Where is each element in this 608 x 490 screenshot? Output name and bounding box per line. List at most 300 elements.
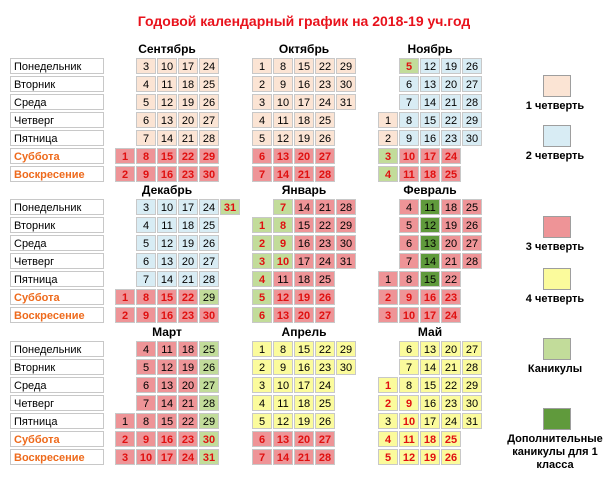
day-cell: 10 xyxy=(399,307,419,323)
day-cell: 13 xyxy=(420,341,440,357)
legend-label: 2 четверть xyxy=(525,150,585,162)
day-cell: 2 xyxy=(115,431,135,447)
day-cell: 16 xyxy=(157,166,177,182)
month-title: Март xyxy=(152,325,182,339)
day-cell: 3 xyxy=(136,199,156,215)
day-cell: 26 xyxy=(462,217,482,233)
day-cell: 29 xyxy=(199,413,219,429)
day-cell: 22 xyxy=(178,413,198,429)
day-cell: 25 xyxy=(441,166,461,182)
day-cell: 9 xyxy=(399,395,419,411)
day-cell: 13 xyxy=(157,112,177,128)
day-cell: 10 xyxy=(157,58,177,74)
day-cell: 19 xyxy=(178,359,198,375)
day-cell: 22 xyxy=(315,217,335,233)
day-cell: 20 xyxy=(178,253,198,269)
day-cell: 22 xyxy=(178,148,198,164)
day-cell: 24 xyxy=(315,253,335,269)
day-cell: 17 xyxy=(294,253,314,269)
day-cell: 14 xyxy=(157,271,177,287)
weekday-label: Четверг xyxy=(10,395,104,411)
day-cell: 18 xyxy=(294,271,314,287)
day-cell: 13 xyxy=(273,307,293,323)
legend-label: 1 четверть xyxy=(525,100,585,112)
day-cell: 27 xyxy=(315,431,335,447)
day-cell: 28 xyxy=(462,94,482,110)
day-cell: 16 xyxy=(420,289,440,305)
day-cell: 18 xyxy=(178,76,198,92)
day-cell: 5 xyxy=(378,449,398,465)
day-cell: 7 xyxy=(399,253,419,269)
day-cell: 3 xyxy=(378,148,398,164)
day-cell: 12 xyxy=(399,449,419,465)
day-cell: 21 xyxy=(294,166,314,182)
day-cell: 5 xyxy=(399,217,419,233)
day-cell: 15 xyxy=(294,217,314,233)
day-cell: 11 xyxy=(157,341,177,357)
weekday-label: Суббота xyxy=(10,431,104,447)
day-cell: 16 xyxy=(157,431,177,447)
day-cell: 10 xyxy=(399,148,419,164)
weekday-label: Понедельник xyxy=(10,199,104,215)
day-cell: 19 xyxy=(294,130,314,146)
day-cell: 10 xyxy=(157,199,177,215)
day-cell: 30 xyxy=(199,431,219,447)
day-cell: 9 xyxy=(273,359,293,375)
day-cell: 11 xyxy=(273,395,293,411)
day-cell: 18 xyxy=(178,217,198,233)
day-cell: 30 xyxy=(336,359,356,375)
day-cell: 20 xyxy=(294,148,314,164)
day-cell: 2 xyxy=(378,395,398,411)
day-cell: 6 xyxy=(399,235,419,251)
day-cell: 18 xyxy=(294,112,314,128)
day-cell: 17 xyxy=(420,307,440,323)
day-cell: 3 xyxy=(252,377,272,393)
day-cell: 29 xyxy=(199,148,219,164)
day-cell: 19 xyxy=(294,413,314,429)
day-cell: 11 xyxy=(273,271,293,287)
day-cell: 25 xyxy=(315,271,335,287)
day-cell: 11 xyxy=(273,112,293,128)
day-cell: 15 xyxy=(420,377,440,393)
month-title: Сентябрь xyxy=(138,42,196,56)
day-cell: 29 xyxy=(336,58,356,74)
day-cell: 30 xyxy=(336,76,356,92)
day-cell: 25 xyxy=(199,76,219,92)
day-cell: 14 xyxy=(273,449,293,465)
day-cell: 11 xyxy=(157,217,177,233)
day-cell: 16 xyxy=(294,76,314,92)
day-cell: 3 xyxy=(115,449,135,465)
day-cell: 1 xyxy=(115,289,135,305)
day-cell: 31 xyxy=(462,413,482,429)
day-cell: 27 xyxy=(315,307,335,323)
weekday-label: Вторник xyxy=(10,359,104,375)
day-cell: 7 xyxy=(252,449,272,465)
day-cell: 6 xyxy=(399,76,419,92)
day-cell: 17 xyxy=(178,199,198,215)
day-cell: 9 xyxy=(136,166,156,182)
day-cell: 19 xyxy=(420,449,440,465)
day-cell: 29 xyxy=(336,341,356,357)
day-cell: 1 xyxy=(252,341,272,357)
day-cell: 17 xyxy=(420,148,440,164)
day-cell: 28 xyxy=(199,395,219,411)
day-cell: 27 xyxy=(462,235,482,251)
day-cell: 28 xyxy=(462,359,482,375)
day-cell: 11 xyxy=(420,199,440,215)
day-cell: 6 xyxy=(136,253,156,269)
legend-swatch xyxy=(543,338,571,360)
day-cell: 23 xyxy=(441,130,461,146)
day-cell: 27 xyxy=(199,112,219,128)
weekday-label: Воскресение xyxy=(10,449,104,465)
day-cell: 4 xyxy=(136,341,156,357)
day-cell: 20 xyxy=(178,377,198,393)
day-cell: 19 xyxy=(178,235,198,251)
day-cell: 27 xyxy=(462,76,482,92)
day-cell: 23 xyxy=(441,289,461,305)
day-cell: 7 xyxy=(399,359,419,375)
legend-label: 4 четверть xyxy=(525,293,585,305)
day-cell: 30 xyxy=(199,166,219,182)
day-cell: 14 xyxy=(420,359,440,375)
day-cell: 16 xyxy=(294,359,314,375)
day-cell: 25 xyxy=(462,199,482,215)
day-cell: 12 xyxy=(273,130,293,146)
weekday-label: Среда xyxy=(10,94,104,110)
month-title: Май xyxy=(417,325,443,339)
day-cell: 3 xyxy=(252,94,272,110)
day-cell: 19 xyxy=(178,94,198,110)
day-cell: 4 xyxy=(252,395,272,411)
day-cell: 27 xyxy=(199,377,219,393)
day-cell: 29 xyxy=(336,217,356,233)
day-cell: 22 xyxy=(441,377,461,393)
day-cell: 13 xyxy=(420,235,440,251)
day-cell: 15 xyxy=(157,289,177,305)
day-cell: 28 xyxy=(315,166,335,182)
day-cell: 21 xyxy=(294,449,314,465)
day-cell: 8 xyxy=(136,148,156,164)
day-cell: 23 xyxy=(178,166,198,182)
day-cell: 15 xyxy=(294,341,314,357)
day-cell: 10 xyxy=(273,253,293,269)
day-cell: 29 xyxy=(199,289,219,305)
day-cell: 25 xyxy=(315,112,335,128)
day-cell: 9 xyxy=(136,307,156,323)
day-cell: 24 xyxy=(441,148,461,164)
weekday-label: Суббота xyxy=(10,289,104,305)
page-title: Годовой календарный график на 2018-19 уч.год xyxy=(137,13,471,29)
day-cell: 4 xyxy=(252,112,272,128)
day-cell: 18 xyxy=(294,395,314,411)
day-cell: 1 xyxy=(378,271,398,287)
day-cell: 2 xyxy=(378,130,398,146)
day-cell: 21 xyxy=(315,199,335,215)
day-cell: 8 xyxy=(273,217,293,233)
day-cell: 4 xyxy=(136,76,156,92)
weekday-label: Пятница xyxy=(10,130,104,146)
day-cell: 12 xyxy=(273,289,293,305)
day-cell: 17 xyxy=(420,413,440,429)
day-cell: 27 xyxy=(315,148,335,164)
day-cell: 12 xyxy=(420,217,440,233)
day-cell: 8 xyxy=(136,289,156,305)
day-cell: 2 xyxy=(378,289,398,305)
day-cell: 28 xyxy=(462,253,482,269)
day-cell: 15 xyxy=(157,148,177,164)
day-cell: 25 xyxy=(441,431,461,447)
day-cell: 5 xyxy=(136,359,156,375)
day-cell: 29 xyxy=(462,377,482,393)
day-cell: 11 xyxy=(399,431,419,447)
day-cell: 2 xyxy=(115,166,135,182)
day-cell: 23 xyxy=(315,235,335,251)
day-cell: 15 xyxy=(420,271,440,287)
day-cell: 24 xyxy=(178,449,198,465)
weekday-label: Вторник xyxy=(10,217,104,233)
day-cell: 5 xyxy=(399,58,419,74)
day-cell: 4 xyxy=(378,166,398,182)
day-cell: 8 xyxy=(399,271,419,287)
day-cell: 7 xyxy=(399,94,419,110)
day-cell: 28 xyxy=(199,130,219,146)
day-cell: 26 xyxy=(315,413,335,429)
day-cell: 3 xyxy=(378,413,398,429)
month-title: Ноябрь xyxy=(407,42,453,56)
day-cell: 22 xyxy=(441,271,461,287)
legend-label: 3 четверть xyxy=(525,241,585,253)
day-cell: 1 xyxy=(252,58,272,74)
day-cell: 20 xyxy=(441,76,461,92)
legend-swatch xyxy=(543,125,571,147)
day-cell: 16 xyxy=(157,307,177,323)
weekday-label: Суббота xyxy=(10,148,104,164)
day-cell: 17 xyxy=(294,94,314,110)
weekday-label: Вторник xyxy=(10,76,104,92)
day-cell: 31 xyxy=(220,199,240,215)
day-cell: 30 xyxy=(199,307,219,323)
weekday-label: Воскресение xyxy=(10,307,104,323)
day-cell: 14 xyxy=(294,199,314,215)
day-cell: 7 xyxy=(136,395,156,411)
day-cell: 1 xyxy=(115,148,135,164)
day-cell: 8 xyxy=(136,413,156,429)
day-cell: 19 xyxy=(294,289,314,305)
day-cell: 30 xyxy=(462,395,482,411)
day-cell: 20 xyxy=(441,341,461,357)
day-cell: 7 xyxy=(252,166,272,182)
day-cell: 24 xyxy=(199,58,219,74)
day-cell: 20 xyxy=(178,112,198,128)
day-cell: 4 xyxy=(378,431,398,447)
day-cell: 23 xyxy=(441,395,461,411)
day-cell: 1 xyxy=(378,377,398,393)
legend-label: Дополнительные каникулы для 1 класса xyxy=(507,433,603,471)
day-cell: 5 xyxy=(136,235,156,251)
day-cell: 30 xyxy=(336,235,356,251)
day-cell: 23 xyxy=(315,76,335,92)
day-cell: 23 xyxy=(178,307,198,323)
day-cell: 24 xyxy=(441,413,461,429)
day-cell: 21 xyxy=(441,359,461,375)
day-cell: 14 xyxy=(157,130,177,146)
day-cell: 6 xyxy=(399,341,419,357)
day-cell: 21 xyxy=(178,271,198,287)
day-cell: 3 xyxy=(378,307,398,323)
day-cell: 24 xyxy=(315,94,335,110)
month-title: Октябрь xyxy=(278,42,330,56)
day-cell: 15 xyxy=(294,58,314,74)
day-cell: 27 xyxy=(199,253,219,269)
day-cell: 21 xyxy=(441,253,461,269)
month-title: Апрель xyxy=(281,325,327,339)
day-cell: 1 xyxy=(252,217,272,233)
day-cell: 9 xyxy=(273,76,293,92)
day-cell: 9 xyxy=(273,235,293,251)
month-title: Январь xyxy=(281,183,327,197)
day-cell: 25 xyxy=(315,395,335,411)
day-cell: 17 xyxy=(178,58,198,74)
day-cell: 15 xyxy=(157,413,177,429)
day-cell: 26 xyxy=(441,449,461,465)
day-cell: 9 xyxy=(136,431,156,447)
day-cell: 13 xyxy=(157,253,177,269)
day-cell: 12 xyxy=(157,235,177,251)
day-cell: 8 xyxy=(273,341,293,357)
weekday-label: Пятница xyxy=(10,413,104,429)
day-cell: 5 xyxy=(252,413,272,429)
day-cell: 7 xyxy=(136,130,156,146)
day-cell: 6 xyxy=(136,112,156,128)
day-cell: 22 xyxy=(315,341,335,357)
day-cell: 20 xyxy=(441,235,461,251)
legend-swatch xyxy=(543,216,571,238)
day-cell: 13 xyxy=(273,148,293,164)
day-cell: 14 xyxy=(420,94,440,110)
day-cell: 31 xyxy=(336,253,356,269)
day-cell: 12 xyxy=(273,413,293,429)
weekday-label: Воскресение xyxy=(10,166,104,182)
day-cell: 6 xyxy=(252,431,272,447)
weekday-label: Среда xyxy=(10,377,104,393)
day-cell: 12 xyxy=(420,58,440,74)
day-cell: 24 xyxy=(315,377,335,393)
day-cell: 21 xyxy=(441,94,461,110)
day-cell: 14 xyxy=(157,395,177,411)
day-cell: 2 xyxy=(115,307,135,323)
day-cell: 5 xyxy=(136,94,156,110)
day-cell: 13 xyxy=(273,431,293,447)
weekday-label: Понедельник xyxy=(10,341,104,357)
day-cell: 13 xyxy=(157,377,177,393)
day-cell: 2 xyxy=(252,359,272,375)
day-cell: 5 xyxy=(252,289,272,305)
day-cell: 6 xyxy=(136,377,156,393)
day-cell: 26 xyxy=(315,289,335,305)
day-cell: 22 xyxy=(441,112,461,128)
day-cell: 18 xyxy=(420,166,440,182)
day-cell: 8 xyxy=(399,112,419,128)
day-cell: 12 xyxy=(157,359,177,375)
day-cell: 3 xyxy=(136,58,156,74)
day-cell: 26 xyxy=(199,359,219,375)
day-cell: 10 xyxy=(399,413,419,429)
month-title: Декабрь xyxy=(141,183,193,197)
day-cell: 8 xyxy=(273,58,293,74)
day-cell: 20 xyxy=(294,307,314,323)
day-cell: 28 xyxy=(199,271,219,287)
day-cell: 31 xyxy=(336,94,356,110)
day-cell: 20 xyxy=(294,431,314,447)
weekday-label: Понедельник xyxy=(10,58,104,74)
day-cell: 29 xyxy=(462,112,482,128)
day-cell: 25 xyxy=(199,217,219,233)
day-cell: 14 xyxy=(420,253,440,269)
day-cell: 2 xyxy=(252,235,272,251)
day-cell: 18 xyxy=(178,341,198,357)
day-cell: 28 xyxy=(336,199,356,215)
day-cell: 24 xyxy=(441,307,461,323)
legend-swatch xyxy=(543,268,571,290)
day-cell: 26 xyxy=(462,58,482,74)
day-cell: 4 xyxy=(252,271,272,287)
day-cell: 22 xyxy=(315,58,335,74)
day-cell: 16 xyxy=(420,130,440,146)
day-cell: 8 xyxy=(399,377,419,393)
day-cell: 5 xyxy=(252,130,272,146)
day-cell: 3 xyxy=(252,253,272,269)
day-cell: 1 xyxy=(378,112,398,128)
day-cell: 22 xyxy=(178,289,198,305)
day-cell: 23 xyxy=(315,359,335,375)
day-cell: 30 xyxy=(462,130,482,146)
day-cell: 11 xyxy=(157,76,177,92)
day-cell: 2 xyxy=(252,76,272,92)
day-cell: 11 xyxy=(399,166,419,182)
day-cell: 27 xyxy=(462,341,482,357)
day-cell: 16 xyxy=(294,235,314,251)
day-cell: 18 xyxy=(441,199,461,215)
day-cell: 14 xyxy=(273,166,293,182)
day-cell: 19 xyxy=(441,58,461,74)
day-cell: 15 xyxy=(420,112,440,128)
day-cell: 24 xyxy=(199,199,219,215)
day-cell: 17 xyxy=(157,449,177,465)
month-title: Февраль xyxy=(403,183,457,197)
weekday-label: Четверг xyxy=(10,112,104,128)
weekday-label: Четверг xyxy=(10,253,104,269)
day-cell: 28 xyxy=(315,449,335,465)
day-cell: 17 xyxy=(294,377,314,393)
day-cell: 12 xyxy=(157,94,177,110)
day-cell: 10 xyxy=(136,449,156,465)
day-cell: 31 xyxy=(199,449,219,465)
day-cell: 26 xyxy=(315,130,335,146)
day-cell: 25 xyxy=(199,341,219,357)
day-cell: 21 xyxy=(178,130,198,146)
day-cell: 4 xyxy=(136,217,156,233)
legend-label: Каникулы xyxy=(527,363,583,375)
day-cell: 26 xyxy=(199,94,219,110)
day-cell: 7 xyxy=(136,271,156,287)
day-cell: 6 xyxy=(252,307,272,323)
legend-swatch xyxy=(543,75,571,97)
day-cell: 21 xyxy=(178,395,198,411)
day-cell: 1 xyxy=(115,413,135,429)
